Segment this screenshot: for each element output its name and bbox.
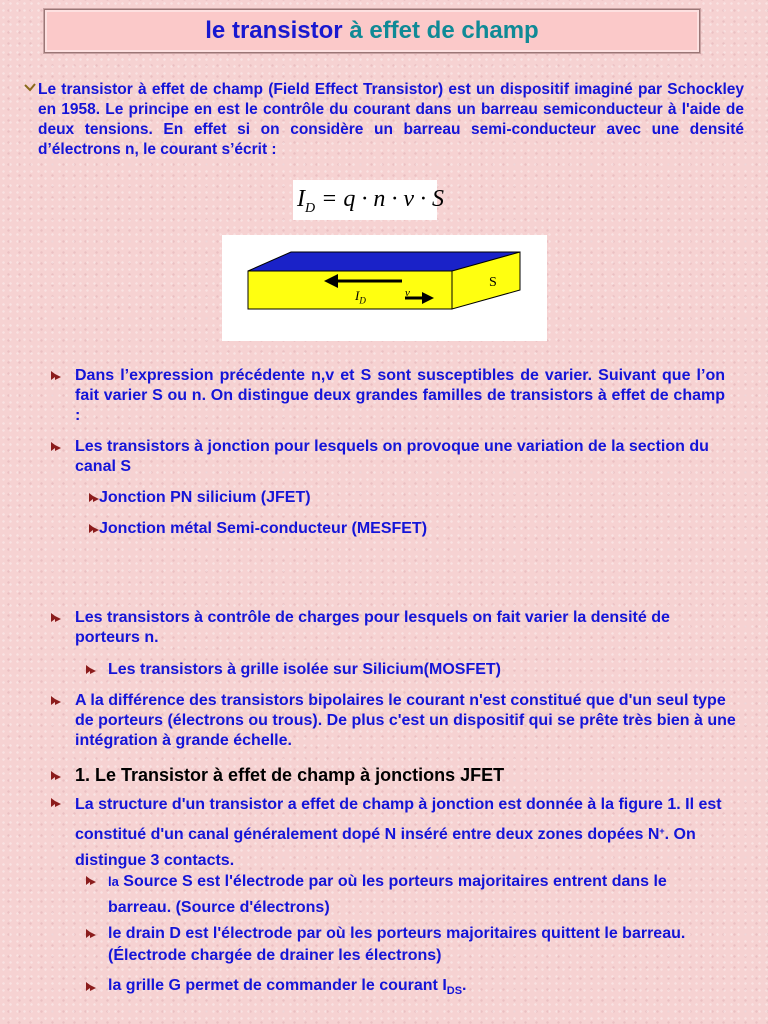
- contact-gate: la grille G permet de commander le courant $I_{DS}$.: [108, 977, 467, 997]
- bullet-structure: La structure d'un transistor a effet de champ à jonction est donnée à la figure 1. Il est constitué d'un canal généralement dopé N inséré entre deux zones dopées N+. On distingue 3 contacts.: [75, 796, 722, 869]
- bullet-bipolar-difference: A la différence des transistors bipolaires le courant n'est constitué que d'un seul type de porteurs (électrons ou trous). De plus c'est un dispositif qui se prête très bien à une intégration à grande échelle.: [75, 692, 736, 749]
- bullet-arrow-icon: [50, 612, 62, 623]
- bullet-arrow-icon: [50, 370, 62, 381]
- title-part2: à effet de champ: [349, 17, 539, 44]
- intro-paragraph: Le transistor à effet de champ (Field Effect Transistor) est un dispositif imaginé par Schockley en 1958. Le principe en est le contrôle du courant dans un barreau semiconducteur à l'aide de deux tensions. En effet si on considère un barreau semi-conducteur avec une densité d’électrons n, le courant s’écrit :: [38, 81, 744, 158]
- figure-label-v: v: [405, 287, 410, 299]
- bullet-families: Dans l’expression précédente n,v et S sont susceptibles de varier. Suivant que l’on fait varier S ou n. On distingue deux grandes familles de transistors à effet de champ :: [75, 367, 725, 424]
- figure-label-id: $I_D$: [355, 288, 366, 306]
- bullet-arrow-icon: [85, 928, 97, 939]
- contact-source: la Source S est l'électrode par où les porteurs majoritaires entrent dans le barreau. (Source d'électrons): [108, 873, 667, 916]
- current-equation: $I_D = q \cdot n \cdot v \cdot S$: [297, 186, 444, 216]
- bullet-junction-transistors: Les transistors à jonction pour lesquels on provoque une variation de la section du canal S: [75, 438, 709, 475]
- bullet-arrow-icon: [24, 82, 36, 93]
- contact-drain: le drain D est l'électrode par où les porteurs majoritaires quittent le barreau. (Électrode chargée de drainer les électrons): [108, 925, 686, 964]
- bullet-charge-control: Les transistors à contrôle de charges pour lesquels on fait varier la densité de porteurs n.: [75, 609, 670, 646]
- bullet-arrow-icon: [50, 770, 62, 781]
- equation-box: [293, 180, 444, 220]
- subitem-jfet: Jonction PN silicium (JFET): [99, 489, 311, 506]
- bullet-arrow-icon: [50, 441, 62, 452]
- section-heading-jfet: 1. Le Transistor à effet de champ à jonctions JFET: [75, 765, 505, 785]
- subitem-mosfet: Les transistors à grille isolée sur Silicium(MOSFET): [108, 661, 501, 678]
- figure-label-s: S: [489, 275, 497, 290]
- semiconductor-bar-figure: [222, 235, 547, 341]
- bullet-arrow-icon: [85, 875, 97, 886]
- subitem-mesfet: Jonction métal Semi-conducteur (MESFET): [99, 520, 428, 537]
- page-title: [44, 9, 700, 53]
- bullet-arrow-icon: [85, 664, 97, 675]
- title-part1: le transistor: [205, 17, 343, 44]
- bullet-arrow-icon: [50, 695, 62, 706]
- bullet-arrow-icon: [50, 797, 62, 808]
- bullet-arrow-icon: [85, 981, 97, 992]
